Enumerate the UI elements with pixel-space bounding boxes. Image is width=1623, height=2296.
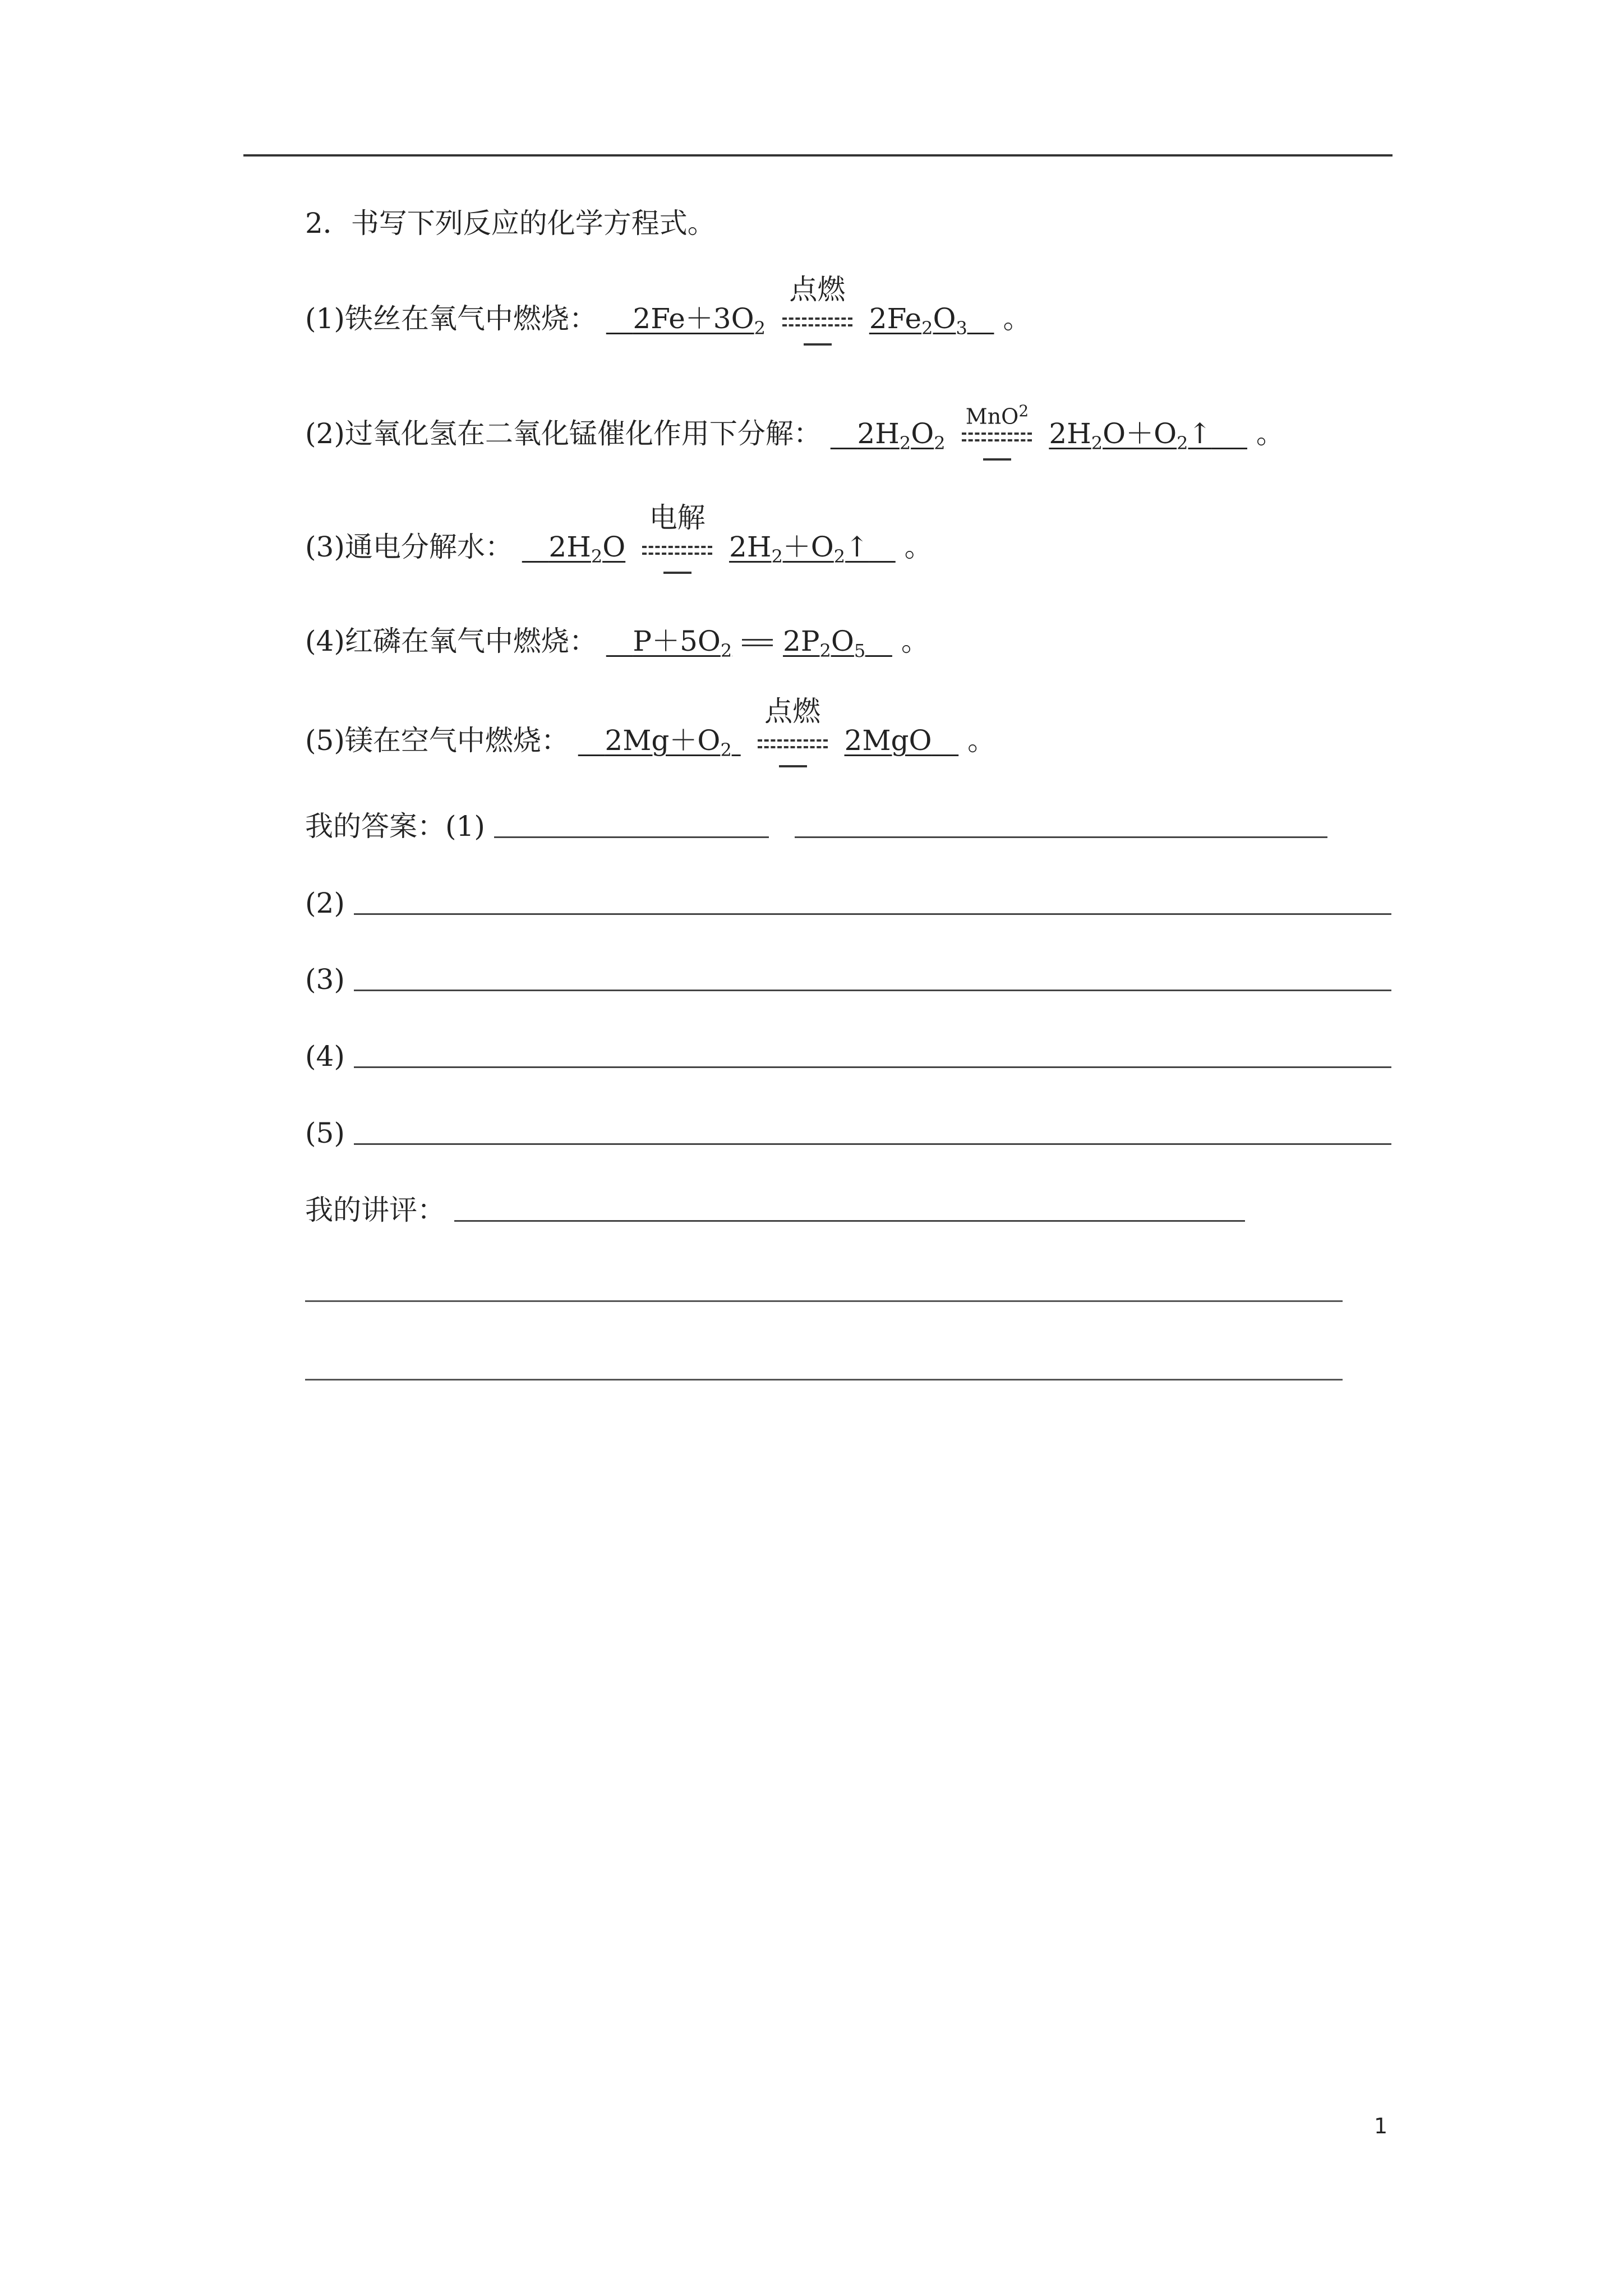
item-1-rhs: $2Fe_2O_3$ <box>869 302 967 339</box>
equation-item-4: (4)红磷在氧气中燃烧： $P+5O_2$ $2P_2O_5$ 。 <box>305 624 929 668</box>
answer-label: 我的答案： <box>305 810 445 843</box>
item-3-rhs: $2H_2+O_2↑$ <box>729 531 869 567</box>
item-5-condition: 点燃 <box>758 724 828 757</box>
answer-input-5[interactable] <box>354 1116 1391 1145</box>
answer-input-2[interactable] <box>354 886 1391 915</box>
answer-input-4[interactable] <box>354 1039 1391 1068</box>
item-5-rhs: 2MgO <box>844 724 932 757</box>
answer-input-1a[interactable] <box>494 809 769 838</box>
item-3-prefix: (3)通电分解水： <box>305 531 513 563</box>
equation-item-2: (2)过氧化氢在二氧化锰催化作用下分解： $2H_2O_2$ MnO$^2$ $2H_2O+O_2↑$ 。 <box>305 417 1284 460</box>
page-number: 1 <box>1374 2114 1388 2138</box>
comment-input-2[interactable] <box>305 1300 1343 1302</box>
answer-label-2: (2) <box>305 887 345 919</box>
header-rule <box>243 154 1393 157</box>
answer-label-5: (5) <box>305 1117 345 1149</box>
answer-row-1 <box>305 809 1327 843</box>
answer-row-2 <box>305 886 1391 920</box>
item-4-equals <box>742 624 773 658</box>
answer-label-1: (1) <box>445 810 485 843</box>
item-5-prefix: (5)镁在空气中燃烧： <box>305 724 569 757</box>
answer-row-5 <box>305 1116 1391 1150</box>
item-2-lhs: $2H_2O_2$ <box>857 417 946 454</box>
item-4-lhs: $P+5O_2$ <box>633 625 732 661</box>
item-4-prefix: (4)红磷在氧气中燃烧： <box>305 625 597 657</box>
equation-item-3: (3)通电分解水： $2H_2O$ 电解 $2H_2+O_2↑$ 。 <box>305 530 933 573</box>
answer-label-3: (3) <box>305 963 345 996</box>
item-2-rhs: $2H_2O+O_2↑$ <box>1049 417 1212 454</box>
item-1-lhs: $2Fe+3O_2$ <box>633 302 766 339</box>
comment-row <box>305 1193 1245 1227</box>
question-title: 2．书写下列反应的化学方程式。 <box>305 207 716 240</box>
item-5-lhs: $2Mg+O_2$ <box>605 724 732 761</box>
item-3-condition: 电解 <box>642 530 712 564</box>
equation-item-5: (5)镁在空气中燃烧： $2Mg+O_2$ 点燃 2MgO 。 <box>305 724 995 767</box>
answer-input-3[interactable] <box>354 963 1391 991</box>
answer-input-1b[interactable] <box>795 809 1327 838</box>
item-4-rhs: $2P_2O_5$ <box>783 625 866 661</box>
comment-label: 我的讲评： <box>305 1194 445 1226</box>
answer-label-4: (4) <box>305 1040 345 1073</box>
comment-input-1[interactable] <box>454 1193 1245 1222</box>
item-1-prefix: (1)铁丝在氧气中燃烧： <box>305 302 597 335</box>
item-2-condition: MnO$^2$ <box>962 417 1032 450</box>
item-2-prefix: (2)过氧化氢在二氧化锰催化作用下分解： <box>305 417 822 450</box>
comment-input-3[interactable] <box>305 1379 1343 1381</box>
answer-row-4 <box>305 1039 1391 1073</box>
item-1-condition: 点燃 <box>782 302 852 335</box>
equation-item-1: (1)铁丝在氧气中燃烧： $2Fe+3O_2$ 点燃 $2Fe_2O_3$ 。 <box>305 302 1031 345</box>
answer-row-3 <box>305 963 1391 996</box>
item-3-lhs: $2H_2O$ <box>548 531 626 567</box>
